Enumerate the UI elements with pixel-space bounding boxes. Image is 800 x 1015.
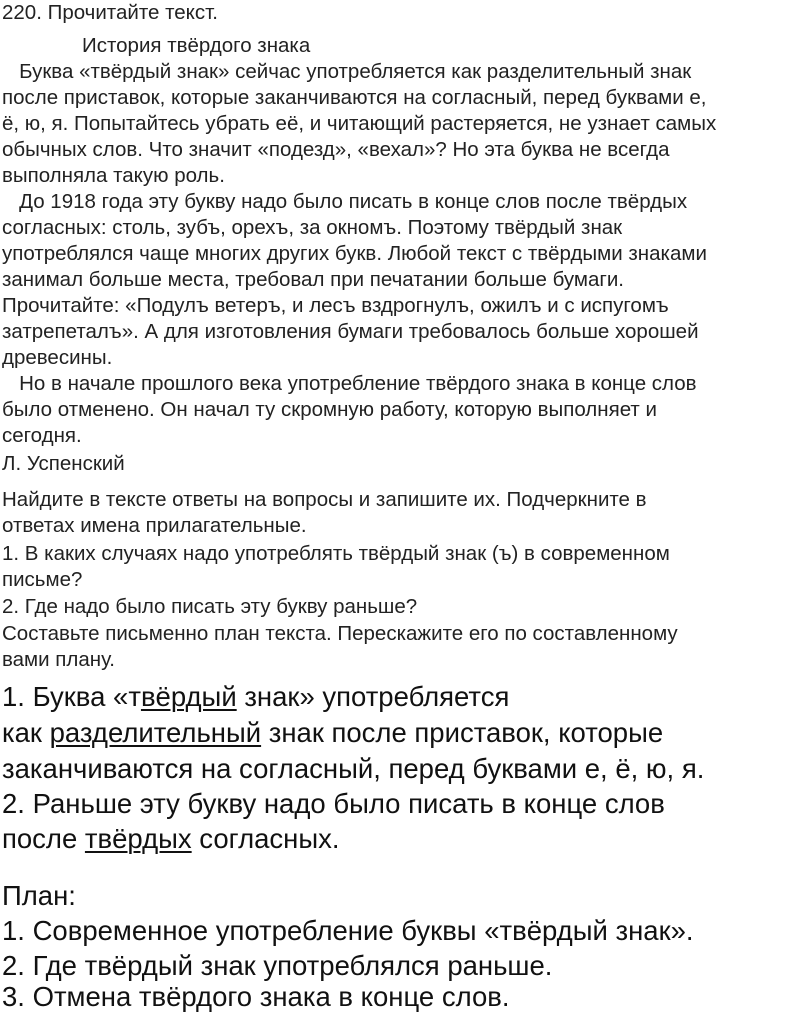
story-line: затрепеталъ». А для изготовления бумаги требовалось больше хорошей <box>2 320 699 343</box>
story-line: ё, ю, я. Попытайтесь убрать её, и читающий растеряется, не узнает самых <box>2 112 717 135</box>
underlined-adjective: вёрдый <box>140 681 237 712</box>
answer-line-3: заканчиваются на согласный, перед буквами е, ё, ю, я. <box>2 753 705 784</box>
story-line: выполняла такую роль. <box>2 164 225 187</box>
underlined-adjective: твёрдых <box>84 823 192 854</box>
plan-title: План: <box>2 880 76 911</box>
story-line: после приставок, которые заканчиваются на согласный, перед буквами е, <box>2 86 707 109</box>
task-line: Найдите в тексте ответы на вопросы и запишите их. Подчеркните в <box>2 488 647 511</box>
story-line: Прочитайте: «Подулъ ветеръ, и лесъ вздрогнулъ, ожилъ и с испугомъ <box>2 294 669 317</box>
answer-line-4: 2. Раньше эту букву надо было писать в конце слов <box>2 788 665 819</box>
exercise-header: 220. Прочитайте текст. <box>2 1 218 24</box>
question-1-cont: письме? <box>2 568 83 591</box>
plan-item: 2. Где твёрдый знак употреблялся раньше. <box>2 950 553 981</box>
question-2: 2. Где надо было писать эту букву раньше? <box>2 595 418 618</box>
story-line: занимал больше места, требовал при печатании больше бумаги. <box>2 268 625 291</box>
story-line: древесины. <box>2 346 113 369</box>
task-line: ответах имена прилагательные. <box>2 514 307 537</box>
story-line: обычных слов. Что значит «подезд», «вехал»? Но эта буква не всегда <box>2 138 670 161</box>
plan-item: 3. Отмена твёрдого знака в конце слов. <box>2 981 510 1012</box>
question-1: 1. В каких случаях надо употреблять твёрдый знак (ъ) в современном <box>2 542 670 565</box>
story-line: употреблялся чаще многих других букв. Любой текст с твёрдыми знаками <box>2 242 707 265</box>
answer-line-1: 1. Буква «твёрдый знак» употребляется <box>2 681 510 712</box>
plan-item: 1. Современное употребление буквы «твёрдый знак». <box>2 915 694 946</box>
story-line: До 1918 года эту букву надо было писать в конце слов после твёрдых <box>2 190 688 213</box>
story-author: Л. Успенский <box>2 452 125 475</box>
story-line: Буква «твёрдый знак» сейчас употребляется как разделительный знак <box>2 60 692 83</box>
task-line: вами плану. <box>2 648 115 671</box>
answer-line-5: после твёрдых согласных. <box>2 823 340 854</box>
story-line: сегодня. <box>2 424 82 447</box>
story-title: История твёрдого знака <box>82 34 311 57</box>
underlined-adjective: разделительный <box>49 717 262 748</box>
story-line: согласных: столь, зубъ, орехъ, за окномъ. Поэтому твёрдый знак <box>2 216 623 239</box>
story-line: Но в начале прошлого века употребление твёрдого знака в конце слов <box>2 372 697 395</box>
answer-line-2: как разделительный знак после приставок, которые <box>2 717 664 748</box>
task-line: Составьте письменно план текста. Перескажите его по составленному <box>2 622 678 645</box>
story-line: было отменено. Он начал ту скромную работу, которую выполняет и <box>2 398 657 421</box>
